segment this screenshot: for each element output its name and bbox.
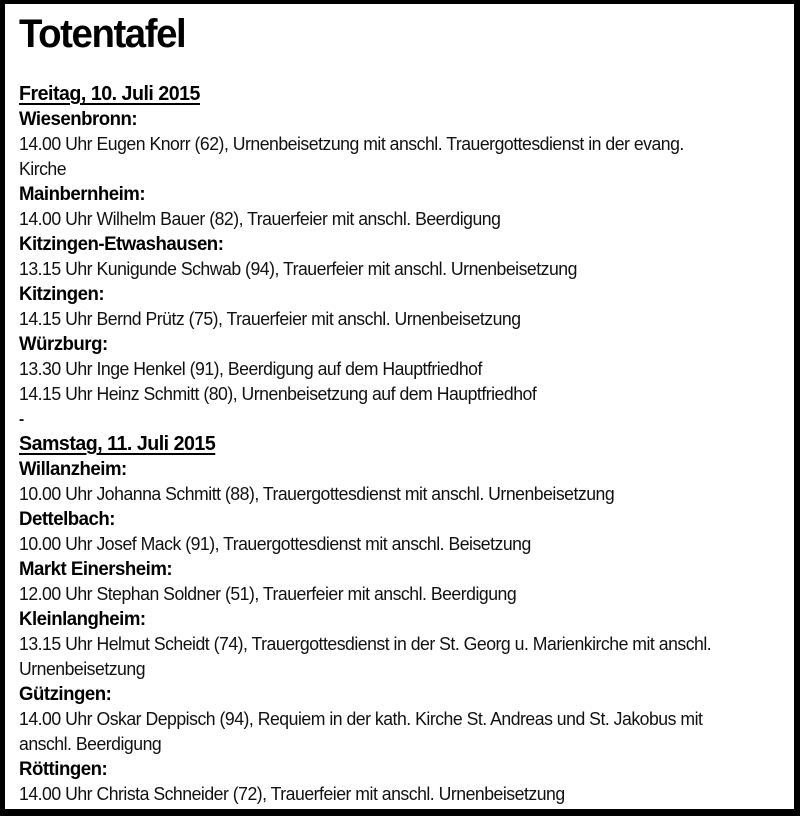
place-name: Willanzheim:: [19, 459, 127, 480]
entry-line: 14.00 Uhr Eugen Knorr (62), Urnenbeisetzung mit anschl. Trauergottesdienst in der evang.: [19, 134, 684, 154]
entry-line: 10.00 Uhr Josef Mack (91), Trauergottesdienst mit anschl. Beisetzung: [19, 534, 531, 554]
entry-line: 14.00 Uhr Christa Schneider (72), Trauerfeier mit anschl. Urnenbeisetzung: [19, 784, 565, 804]
place-name: Gützingen:: [19, 684, 112, 705]
place-name: Markt Einersheim:: [19, 559, 173, 580]
place-name: Kleinlangheim:: [19, 609, 146, 630]
section-friday: [19, 82, 780, 407]
entry-line: 14.00 Uhr Wilhelm Bauer (82), Trauerfeier mit anschl. Beerdigung: [19, 209, 501, 229]
entry-mainbernheim: [19, 182, 780, 232]
date-text: Freitag, 10. Juli 2015: [19, 83, 200, 105]
place-name: Röttingen:: [19, 759, 108, 780]
date-header-friday: [19, 82, 765, 107]
entry-line: 10.00 Uhr Johanna Schmitt (88), Trauergottesdienst mit anschl. Urnenbeisetzung: [19, 484, 615, 504]
entry-line: 14.00 Uhr Oskar Deppisch (94), Requiem in der kath. Kirche St. Andreas und St. Jakobus mit: [19, 709, 703, 729]
place-name: Würzburg:: [19, 334, 108, 355]
entry-line: 14.15 Uhr Bernd Prütz (75), Trauerfeier mit anschl. Urnenbeisetzung: [19, 309, 521, 329]
entry-wuerzburg: [19, 332, 780, 407]
entry-line: 14.15 Uhr Heinz Schmitt (80), Urnenbeisetzung auf dem Hauptfriedhof: [19, 384, 537, 404]
place-name: Dettelbach:: [19, 509, 116, 530]
entry-line: 13.15 Uhr Helmut Scheidt (74), Trauergottesdienst in der St. Georg u. Marienkirche mit anschl.: [19, 634, 712, 654]
date-header-saturday: [19, 432, 765, 457]
entry-willanzheim: [19, 457, 780, 507]
entry-roettingen: [19, 757, 780, 807]
entry-kleinlangheim: [19, 607, 780, 682]
date-text: Samstag, 11. Juli 2015: [19, 433, 216, 455]
section-saturday: [19, 432, 780, 807]
entry-line: 12.00 Uhr Stephan Soldner (51), Trauerfeier mit anschl. Beerdigung: [19, 584, 517, 604]
place-name: Kitzingen-Etwashausen:: [19, 234, 224, 255]
entry-wiesenbronn: [19, 107, 780, 182]
place-name: Wiesenbronn:: [19, 109, 138, 130]
entry-line: Urnenbeisetzung: [19, 659, 146, 679]
place-name: Kitzingen:: [19, 284, 105, 305]
entry-markt-einersheim: [19, 557, 780, 607]
entry-line: 13.15 Uhr Kunigunde Schwab (94), Trauerfeier mit anschl. Urnenbeisetzung: [19, 259, 577, 279]
entry-line: 13.30 Uhr Inge Henkel (91), Beerdigung auf dem Hauptfriedhof: [19, 359, 482, 379]
entry-line: anschl. Beerdigung: [19, 734, 162, 754]
entry-dettelbach: [19, 507, 780, 557]
place-name: Mainbernheim:: [19, 184, 146, 205]
entry-guetzingen: [19, 682, 780, 757]
entry-line: Kirche: [19, 159, 67, 179]
entry-kitzingen: [19, 282, 780, 332]
page-title: Totentafel: [19, 12, 186, 56]
entry-kitzingen-etwashausen: [19, 232, 780, 282]
section-separator-dash: -: [19, 411, 24, 428]
